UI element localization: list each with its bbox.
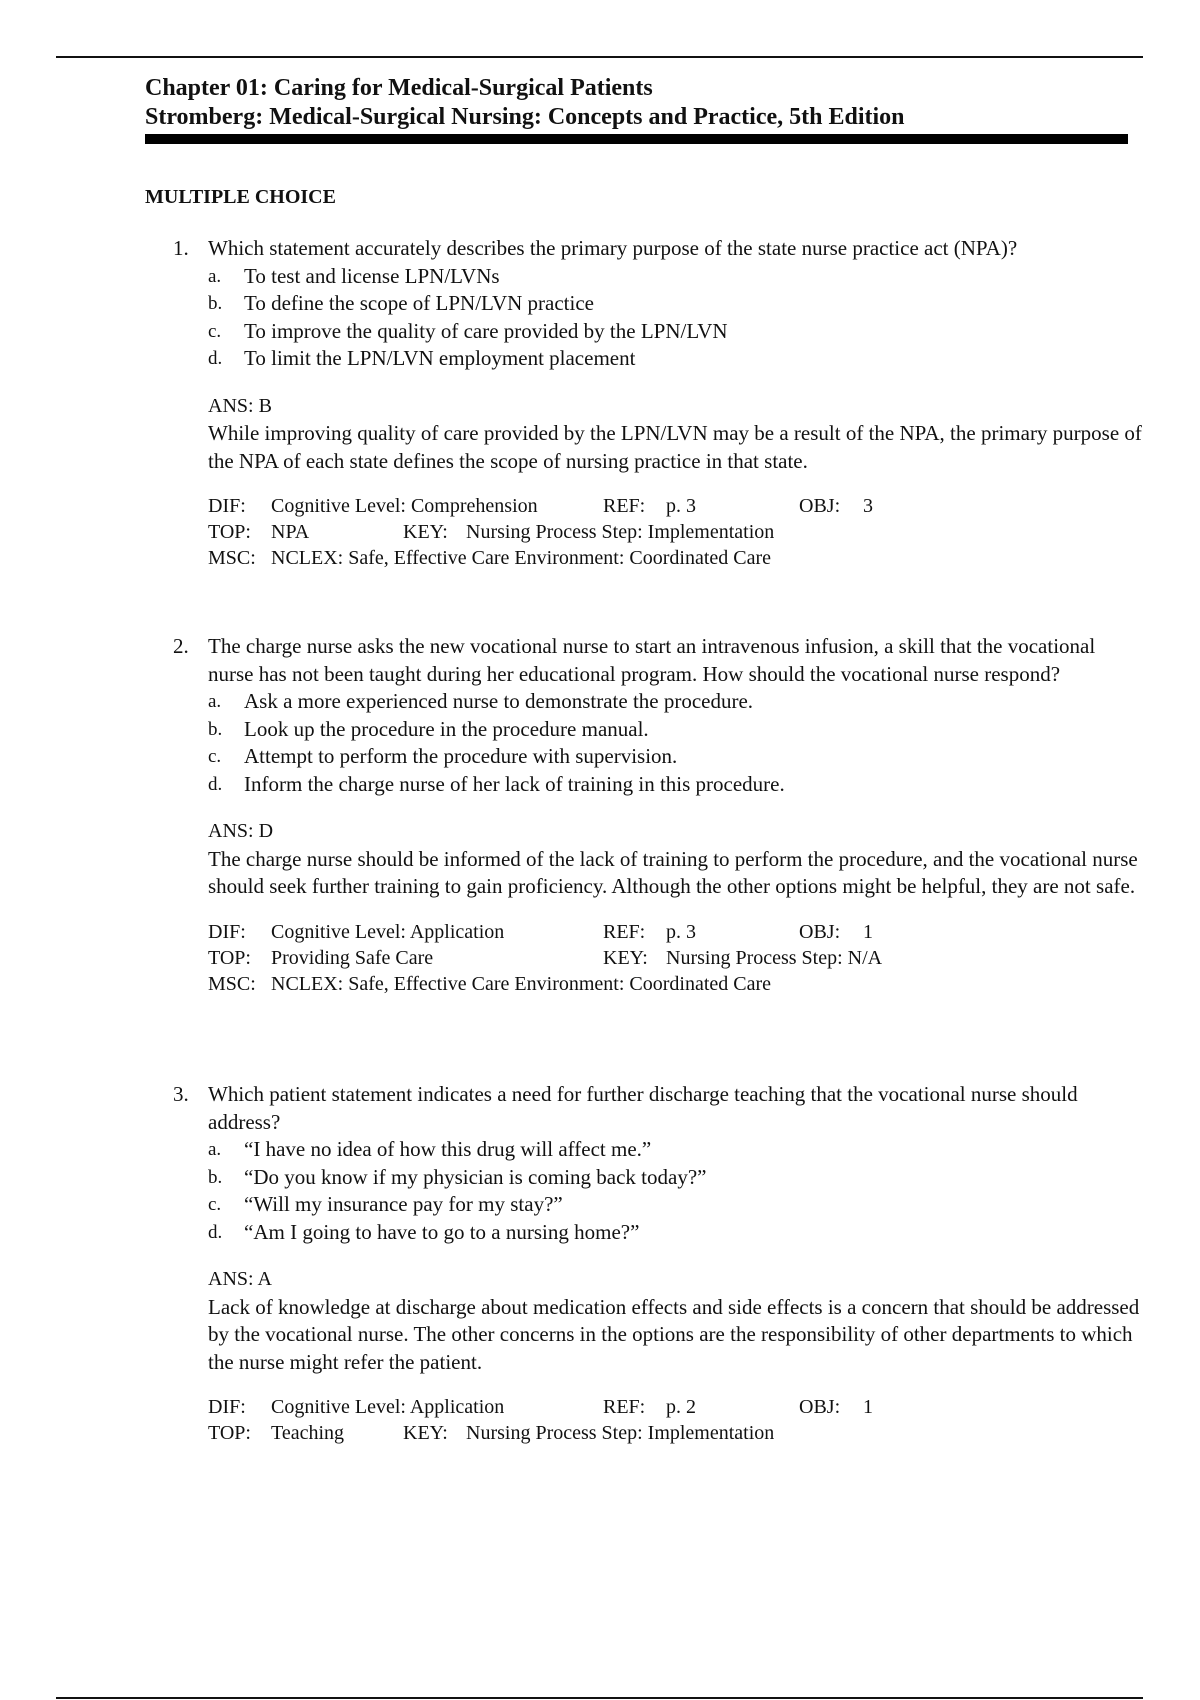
rationale: While improving quality of care provided by the LPN/LVN may be a result of the NPA, the primary purpose of the NPA of each state defines the scope of nursing practice in that state.: [208, 421, 1142, 473]
option-d: d. Inform the charge nurse of her lack of training in this procedure.: [208, 771, 785, 796]
option-b: b. “Do you know if my physician is coming back today?”: [208, 1164, 707, 1189]
rationale: Lack of knowledge at discharge about medication effects and side effects is a concern that should be addressed by the vocational nurse. The other concerns in the options are the responsibility of other departments to which the nurse might refer the patient.: [208, 1294, 1140, 1374]
section-title: MULTIPLE CHOICE: [145, 186, 336, 208]
option-b: b. To define the scope of LPN/LVN practice: [208, 291, 594, 315]
answer-key: ANS: A: [208, 1268, 272, 1290]
book-title: Stromberg: Medical-Surgical Nursing: Concepts and Practice, 5th Edition: [145, 104, 905, 130]
key-value: Nursing Process Step: Implementation: [466, 521, 775, 543]
option-a: a. Ask a more experienced nurse to demonstrate the procedure.: [208, 689, 754, 713]
ref-value: p. 3: [666, 495, 696, 517]
question-text: Which statement accurately describes the primary purpose of the state nurse practice act (NPA)?: [208, 236, 1018, 260]
option-a: a. To test and license LPN/LVNs: [208, 263, 500, 288]
answer-block: [145, 818, 1145, 901]
key-value: Nursing Process Step: N/A: [666, 946, 883, 969]
question-3: [145, 1081, 1145, 1446]
answer-options: [145, 263, 1145, 373]
question-text: The charge nurse asks the new vocational nurse to start an intravenous infusion, a skill that the vocational nurse has not been taught during her educational program. How should the vocational nurse respond?: [208, 634, 1096, 686]
msc-value: NCLEX: Safe, Effective Care Environment: Coordinated Care: [271, 972, 772, 995]
top-value: Teaching: [271, 1422, 345, 1444]
answer-key: ANS: B: [208, 394, 272, 417]
question-stem: [145, 235, 1145, 263]
answer-key: ANS: D: [208, 820, 274, 842]
meta-row-top: TOP: Teaching KEY: Nursing Process Step: Implementation: [208, 1422, 775, 1444]
meta-row-dif: DIF: Cognitive Level: Application REF: p. 2 OBJ: 1: [208, 1396, 873, 1418]
header-bar: [145, 134, 1128, 144]
key-value: Nursing Process Step: Implementation: [466, 1422, 775, 1444]
top-value: NPA: [271, 521, 310, 543]
document-header: [145, 74, 1135, 132]
question-metadata: [145, 919, 1145, 997]
question-text: Which patient statement indicates a need for further discharge teaching that the vocational nurse should address?: [208, 1082, 1078, 1134]
dif-value: Cognitive Level: Application: [271, 1396, 505, 1418]
option-d: d. “Am I going to have to go to a nursing home?”: [208, 1219, 640, 1244]
question-number: 2.: [173, 634, 189, 658]
obj-value: 1: [863, 1396, 873, 1418]
dif-value: Cognitive Level: Application: [271, 920, 505, 943]
meta-row-top: TOP: Providing Safe Care KEY: Nursing Process Step: N/A: [208, 946, 883, 969]
obj-value: 1: [863, 920, 873, 943]
option-c: c. “Will my insurance pay for my stay?”: [208, 1192, 563, 1216]
question-number: 1.: [173, 236, 189, 260]
top-value: Providing Safe Care: [271, 946, 434, 969]
dif-value: Cognitive Level: Comprehension: [271, 495, 538, 517]
ref-value: p. 3: [666, 920, 696, 943]
meta-row-dif: DIF: Cognitive Level: Comprehension REF: p. 3 OBJ: 3: [208, 495, 873, 517]
question-2: [145, 633, 1145, 997]
option-a: a. “I have no idea of how this drug will affect me.”: [208, 1137, 652, 1161]
top-rule: [56, 56, 1143, 58]
answer-block: [145, 393, 1145, 476]
question-stem: [145, 633, 1145, 688]
option-c: c. To improve the quality of care provided by the LPN/LVN: [208, 318, 728, 343]
obj-value: 3: [863, 495, 873, 517]
question-metadata: [145, 1394, 1145, 1446]
answer-block: [145, 1266, 1145, 1376]
question-metadata: [145, 493, 1145, 571]
meta-row-msc: MSC: NCLEX: Safe, Effective Care Environment: Coordinated Care: [208, 547, 772, 569]
question-1: [145, 235, 1145, 571]
meta-row-dif: DIF: Cognitive Level: Application REF: p. 3 OBJ: 1: [208, 920, 873, 943]
rationale: The charge nurse should be informed of the lack of training to perform the procedure, and the vocational nurse should seek further training to gain proficiency. Although the other options might be helpful, they are not safe.: [208, 846, 1138, 898]
option-d: d. To limit the LPN/LVN employment placement: [208, 346, 636, 370]
question-stem: [145, 1081, 1145, 1136]
chapter-title: Chapter 01: Caring for Medical-Surgical Patients: [145, 75, 653, 101]
meta-row-top: TOP: NPA KEY: Nursing Process Step: Implementation: [208, 521, 775, 543]
meta-row-msc: MSC: NCLEX: Safe, Effective Care Environment: Coordinated Care: [208, 972, 772, 995]
option-b: b. Look up the procedure in the procedure manual.: [208, 716, 649, 741]
option-c: c. Attempt to perform the procedure with supervision.: [208, 744, 678, 768]
answer-options: [145, 1136, 1145, 1246]
bottom-rule: [56, 1697, 1143, 1699]
question-number: 3.: [173, 1082, 189, 1106]
msc-value: NCLEX: Safe, Effective Care Environment: Coordinated Care: [271, 547, 772, 569]
ref-value: p. 2: [666, 1396, 696, 1418]
answer-options: [145, 688, 1145, 798]
